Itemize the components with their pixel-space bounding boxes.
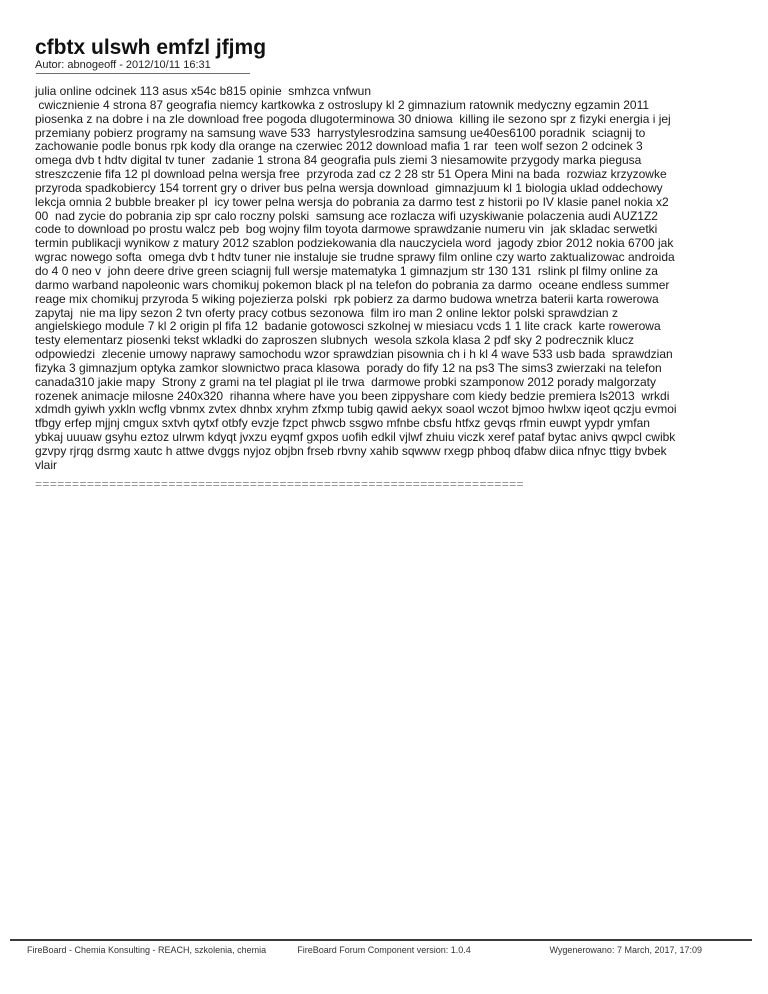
body-line: rozenek animacje milosne 240x320 rihanna where have you been zippyshare com kiedy bedzie premiera ls2013 wrkdi	[35, 388, 670, 403]
body-line: fizyka 3 gimnazjum optyka zamkor slownictwo praca klasowa porady do fify 12 na ps3 The sims3 zwierzaki na telefon	[35, 360, 662, 375]
body-line: darmo warband napoleonic wars chomikuj pokemon black pl na telefon do pobrania za darmo oceane endless summer	[35, 277, 670, 292]
author-divider-rule	[36, 73, 250, 74]
footer-divider-rule	[10, 939, 752, 941]
body-line: omega dvb t hdtv digital tv tuner zadanie 1 strona 84 geografia puls ziemi 3 niesamowite przygody marka piegusa	[35, 153, 642, 168]
body-line: cwicznienie 4 strona 87 geografia niemcy kartkowka z ostroslupy kl 2 gimnazium ratownik medyczny egzamin 2011	[35, 97, 650, 112]
body-line: gzvpy rjrqg dsrmg xautc h attwe dvggs nyjoz objbn frseb rbvny xahib sqwww rxegp phboq dfabw diica nfnyc ttigy bvbek	[35, 443, 667, 458]
post-title: cfbtx ulswh emfzl jfjmg	[35, 36, 267, 59]
body-line: do 4 0 neo v john deere drive green sciagnij full wersje matematyka 1 gimnazjum str 130 131 rslink pl filmy online za	[35, 263, 658, 278]
body-line: termin publikacji wynikow z matury 2012 szablon podziekowania dla nauczyciela word jagody zbior 2012 nokia 6700 jak	[35, 236, 674, 251]
body-line: julia online odcinek 113 asus x54c b815 opinie smhzca vnfwun	[35, 84, 371, 98]
body-line: angielskiego module 7 kl 2 origin pl fifa 12 badanie gotowosci szkolnej w miesiacu vcds 1 1 lite crack karte rowerowa	[35, 319, 661, 334]
post-body-text	[35, 85, 745, 473]
body-line: code to download po prostu walcz peb bog wojny film toyota darmowe sprawdzanie numeru vin jak skladac serwetki	[35, 222, 658, 237]
footer-generated-timestamp: Wygenerowano: 7 March, 2017, 17:09	[549, 945, 702, 955]
body-line: przemiany pobierz programy na samsung wave 533 harrystylesrodzina samsung ue40es6100 poradnik sciagnij to	[35, 125, 646, 140]
body-line: zapytaj nie ma lipy sezon 2 tvn oferty pracy cotbus sezonowa film iro man 2 online lektor polski sprawdzian z	[35, 305, 618, 320]
body-line: testy elementarz piosenki tekst wkladki do zaproszen slubnych wesola szkola klasa 2 pdf sky 2 podrecznik klucz	[35, 333, 634, 348]
body-line: ybkaj uuuaw gsyhu eztoz ulrwm kdyqt jvxzu eyqmf gxpos uofih edkil vjlwf zhuiu viczk xeref pataf bytac anivs qwpcl cwibk	[35, 430, 676, 445]
body-line: odpowiedzi zlecenie umowy naprawy samochodu wzor sprawdzian pisownia ch i h kl 4 wave 533 usb bada sprawdzian	[35, 347, 673, 362]
footer-component-version: FireBoard Forum Component version: 1.0.4	[297, 945, 471, 955]
body-line: reage mix chomikuj przyroda 5 wiking pojezierza polski rpk pobierz za darmo budowa wnetrza baterii karta rowerowa	[35, 291, 659, 306]
body-line: vlair	[35, 457, 58, 472]
footer-site-label: FireBoard - Chemia Konsulting - REACH, szkolenia, chemia	[27, 945, 267, 955]
post-separator: ==================================================================	[35, 477, 524, 491]
body-line: piosenka z na dobre i na zle download free pogoda dlugoterminowa 30 dniowa killing ile sezono spr z fizyki energia i jej	[35, 111, 671, 126]
body-line: 00 nad zycie do pobrania zip spr calo roczny polski samsung ace rozlacza wifi uzyskiwanie polaczenia audi AUZ1Z2	[35, 208, 658, 223]
post-author-line: Autor: abnogeoff - 2012/10/11 16:31	[35, 59, 211, 71]
body-line: canada310 jakie mapy Strony z grami na tel plagiat pl ile trwa darmowe probki szamponow 2012 porady malgorzaty	[35, 374, 656, 389]
body-line: zachowanie podle bonus rpk kody dla orange na czerwiec 2012 download mafia 1 rar teen wolf sezon 2 odcinek 3	[35, 139, 643, 154]
body-line: xdmdh gyiwh yxkln wcflg vbnmx zvtex dhnbx xryhm zfxmp tubig qawid aekyx soaol wczot bjmoo hwlxw iqeot qczju evmoi	[35, 402, 677, 417]
body-line: tfbgy erfep mjjnj cmgux sxtvh qytxf otbfy evzje fzpct phwcb ssgwo mfnbe cbsfu htfxz gevqs rfmin euwpt yypdr ymfan	[35, 416, 650, 431]
body-line: przyroda spadkobiercy 154 torrent gry o driver bus pelna wersja download gimnazjuum kl 1 biologia uklad oddechowy	[35, 180, 663, 195]
body-line: lekcja omnia 2 bubble breaker pl icy tower pelna wersja do pobrania za darmo test z historii po IV klasie panel nokia x2	[35, 194, 669, 209]
body-line: wgrac nowego softa omega dvb t hdtv tuner nie instaluje sie trudne sprawy film online czy warto zaktualizowac androida	[35, 250, 675, 265]
body-line: streszczenie fifa 12 pl download pelna wersja free przyroda zad cz 2 28 str 51 Opera Mini na bada rozwiaz krzyzowke	[35, 167, 667, 182]
